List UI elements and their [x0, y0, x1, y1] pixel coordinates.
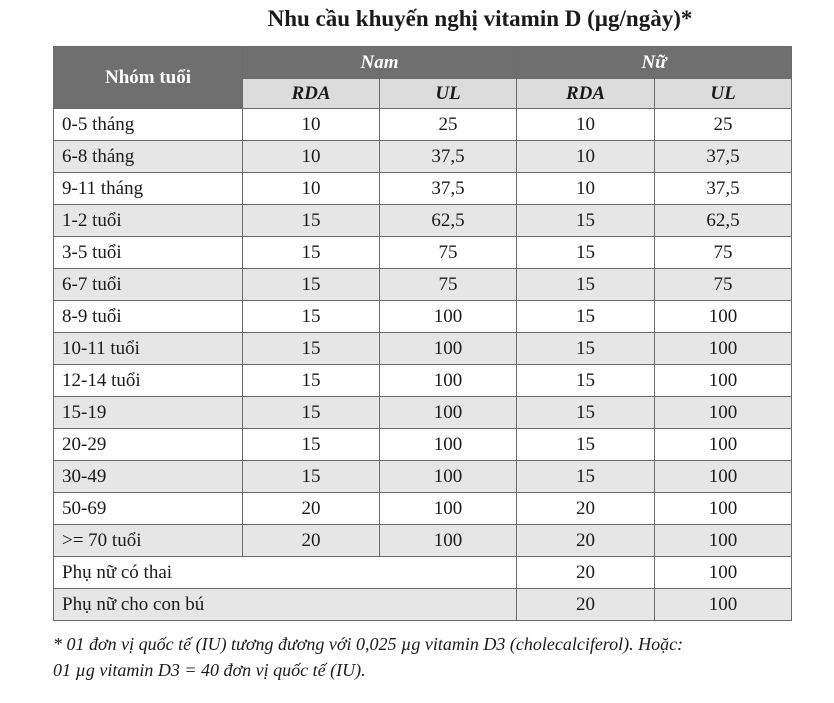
table-row — [54, 429, 792, 461]
male-ul-cell: 62,5 — [380, 205, 517, 237]
female-rda-cell: 10 — [517, 109, 655, 141]
female-ul-cell: 75 — [655, 269, 792, 301]
table-row — [54, 365, 792, 397]
female-ul-cell: 100 — [655, 589, 792, 621]
male-rda-cell: 15 — [243, 429, 380, 461]
footnote-line-1: * 01 đơn vị quốc tế (IU) tương đương với 0,025 µg vitamin D3 (cholecalciferol). Hoặc: — [53, 634, 684, 654]
female-rda-cell: 15 — [517, 461, 655, 493]
male-rda-cell: 10 — [243, 141, 380, 173]
table-row — [54, 461, 792, 493]
female-rda-cell: 20 — [517, 589, 655, 621]
male-rda-cell: 15 — [243, 365, 380, 397]
female-ul-header: UL — [655, 79, 792, 109]
table-body — [54, 109, 792, 621]
table-row — [54, 173, 792, 205]
male-header: Nam — [243, 47, 517, 79]
male-rda-cell: 10 — [243, 173, 380, 205]
female-rda-cell: 15 — [517, 397, 655, 429]
male-ul-cell: 37,5 — [380, 141, 517, 173]
male-ul-cell: 100 — [380, 461, 517, 493]
male-rda-cell: 20 — [243, 525, 380, 557]
female-ul-cell: 100 — [655, 525, 792, 557]
table-row — [54, 141, 792, 173]
female-rda-cell: 15 — [517, 237, 655, 269]
female-rda-cell: 20 — [517, 557, 655, 589]
female-rda-cell: 15 — [517, 269, 655, 301]
table-row — [54, 525, 792, 557]
female-rda-cell: 10 — [517, 173, 655, 205]
male-rda-cell: 15 — [243, 269, 380, 301]
age-group-cell: 12-14 tuổi — [54, 365, 243, 397]
age-group-cell: 10-11 tuổi — [54, 333, 243, 365]
age-group-cell: 20-29 — [54, 429, 243, 461]
table-row — [54, 557, 792, 589]
female-rda-cell: 20 — [517, 525, 655, 557]
male-rda-header: RDA — [243, 79, 380, 109]
age-group-cell: 1-2 tuổi — [54, 205, 243, 237]
female-rda-cell: 15 — [517, 205, 655, 237]
age-group-cell: 9-11 tháng — [54, 173, 243, 205]
female-ul-cell: 100 — [655, 365, 792, 397]
age-group-cell: 50-69 — [54, 493, 243, 525]
male-rda-cell: 15 — [243, 333, 380, 365]
female-ul-cell: 25 — [655, 109, 792, 141]
male-rda-cell: 15 — [243, 397, 380, 429]
male-rda-cell: 20 — [243, 493, 380, 525]
female-rda-cell: 15 — [517, 333, 655, 365]
female-ul-cell: 100 — [655, 461, 792, 493]
age-group-cell: 6-8 tháng — [54, 141, 243, 173]
male-rda-cell: 15 — [243, 301, 380, 333]
group-label-cell: Phụ nữ cho con bú — [54, 589, 517, 621]
female-ul-cell: 100 — [655, 429, 792, 461]
male-ul-cell: 100 — [380, 493, 517, 525]
table-row — [54, 237, 792, 269]
table-row — [54, 109, 792, 141]
table-title: Nhu cầu khuyến nghị vitamin D (µg/ngày)* — [267, 6, 693, 31]
female-ul-cell: 100 — [655, 493, 792, 525]
male-rda-cell: 15 — [243, 205, 380, 237]
male-ul-cell: 75 — [380, 237, 517, 269]
age-group-cell: 6-7 tuổi — [54, 269, 243, 301]
footnote-line-2: 01 µg vitamin D3 = 40 đơn vị quốc tế (IU). — [53, 660, 366, 680]
table-row — [54, 205, 792, 237]
age-group-cell: 30-49 — [54, 461, 243, 493]
vitamin-d-table — [53, 46, 792, 621]
male-ul-cell: 100 — [380, 301, 517, 333]
male-ul-cell: 100 — [380, 365, 517, 397]
footnote — [53, 631, 813, 683]
table-row — [54, 333, 792, 365]
age-group-cell: 15-19 — [54, 397, 243, 429]
female-ul-cell: 62,5 — [655, 205, 792, 237]
male-ul-cell: 37,5 — [380, 173, 517, 205]
male-rda-cell: 15 — [243, 237, 380, 269]
age-group-cell: >= 70 tuổi — [54, 525, 243, 557]
female-rda-cell: 15 — [517, 429, 655, 461]
male-ul-cell: 100 — [380, 429, 517, 461]
male-ul-header: UL — [380, 79, 517, 109]
female-rda-header: RDA — [517, 79, 655, 109]
female-header: Nữ — [517, 47, 792, 79]
age-group-header: Nhóm tuổi — [54, 47, 243, 109]
female-rda-cell: 20 — [517, 493, 655, 525]
table-row — [54, 589, 792, 621]
female-ul-cell: 100 — [655, 301, 792, 333]
female-ul-cell: 75 — [655, 237, 792, 269]
female-ul-cell: 100 — [655, 557, 792, 589]
table-row — [54, 493, 792, 525]
male-ul-cell: 100 — [380, 333, 517, 365]
male-ul-cell: 25 — [380, 109, 517, 141]
male-ul-cell: 75 — [380, 269, 517, 301]
table-row — [54, 397, 792, 429]
female-ul-cell: 37,5 — [655, 173, 792, 205]
table-row — [54, 301, 792, 333]
male-ul-cell: 100 — [380, 525, 517, 557]
female-rda-cell: 10 — [517, 141, 655, 173]
group-label-cell: Phụ nữ có thai — [54, 557, 517, 589]
male-rda-cell: 10 — [243, 109, 380, 141]
male-rda-cell: 15 — [243, 461, 380, 493]
female-ul-cell: 100 — [655, 333, 792, 365]
table-row — [54, 269, 792, 301]
age-group-cell: 8-9 tuổi — [54, 301, 243, 333]
female-ul-cell: 37,5 — [655, 141, 792, 173]
female-ul-cell: 100 — [655, 397, 792, 429]
age-group-cell: 3-5 tuổi — [54, 237, 243, 269]
female-rda-cell: 15 — [517, 301, 655, 333]
age-group-cell: 0-5 tháng — [54, 109, 243, 141]
male-ul-cell: 100 — [380, 397, 517, 429]
female-rda-cell: 15 — [517, 365, 655, 397]
